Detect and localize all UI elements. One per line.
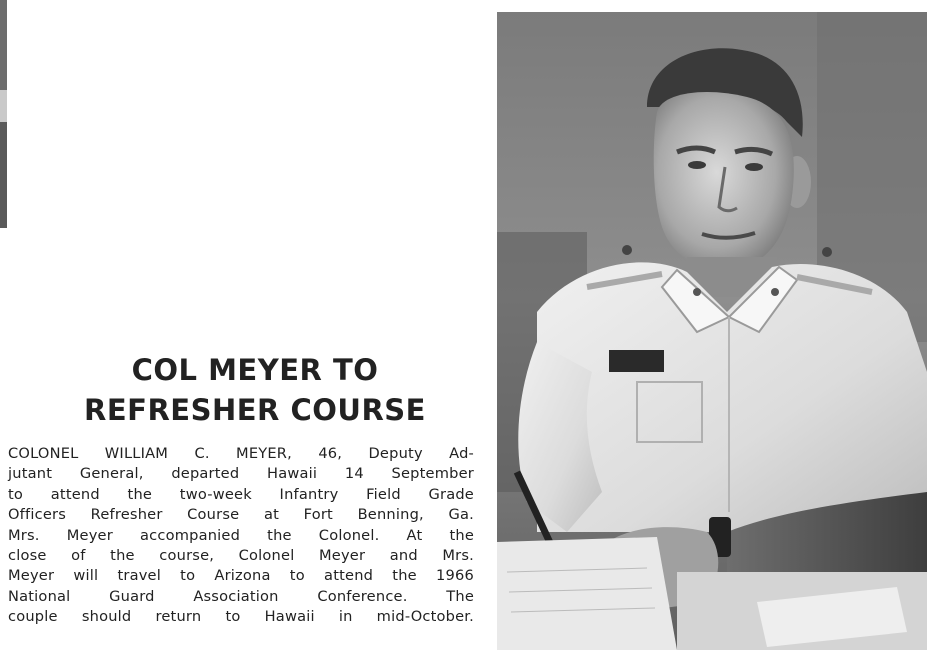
- headline-line-2: REFRESHER COURSE: [84, 393, 426, 427]
- article-line: close of the course, Colonel Meyer and Mrs.: [8, 547, 474, 565]
- article-line: Mrs. Meyer accompanied the Colonel. At the: [8, 526, 474, 544]
- article-line: couple should return to Hawaii in mid-October.: [8, 608, 474, 626]
- adjacent-photo-edge: [0, 0, 7, 228]
- article-line: Meyer will travel to Arizona to attend the 1966: [8, 567, 474, 585]
- headline-line-1: COL MEYER TO: [131, 353, 379, 387]
- article-line: to attend the two-week Infantry Field Grade: [8, 485, 474, 503]
- article-line: Officers Refresher Course at Fort Benning, Ga.: [8, 506, 474, 524]
- headline: [30, 350, 480, 430]
- article-line: COLONEL WILLIAM C. MEYER, 46, Deputy Ad-: [8, 445, 474, 462]
- article-body: [8, 444, 474, 628]
- article-line: jutant General, departed Hawaii 14 September: [8, 465, 474, 483]
- colonel-portrait-photo: [497, 12, 927, 650]
- article-line: National Guard Association Conference. The: [8, 587, 474, 605]
